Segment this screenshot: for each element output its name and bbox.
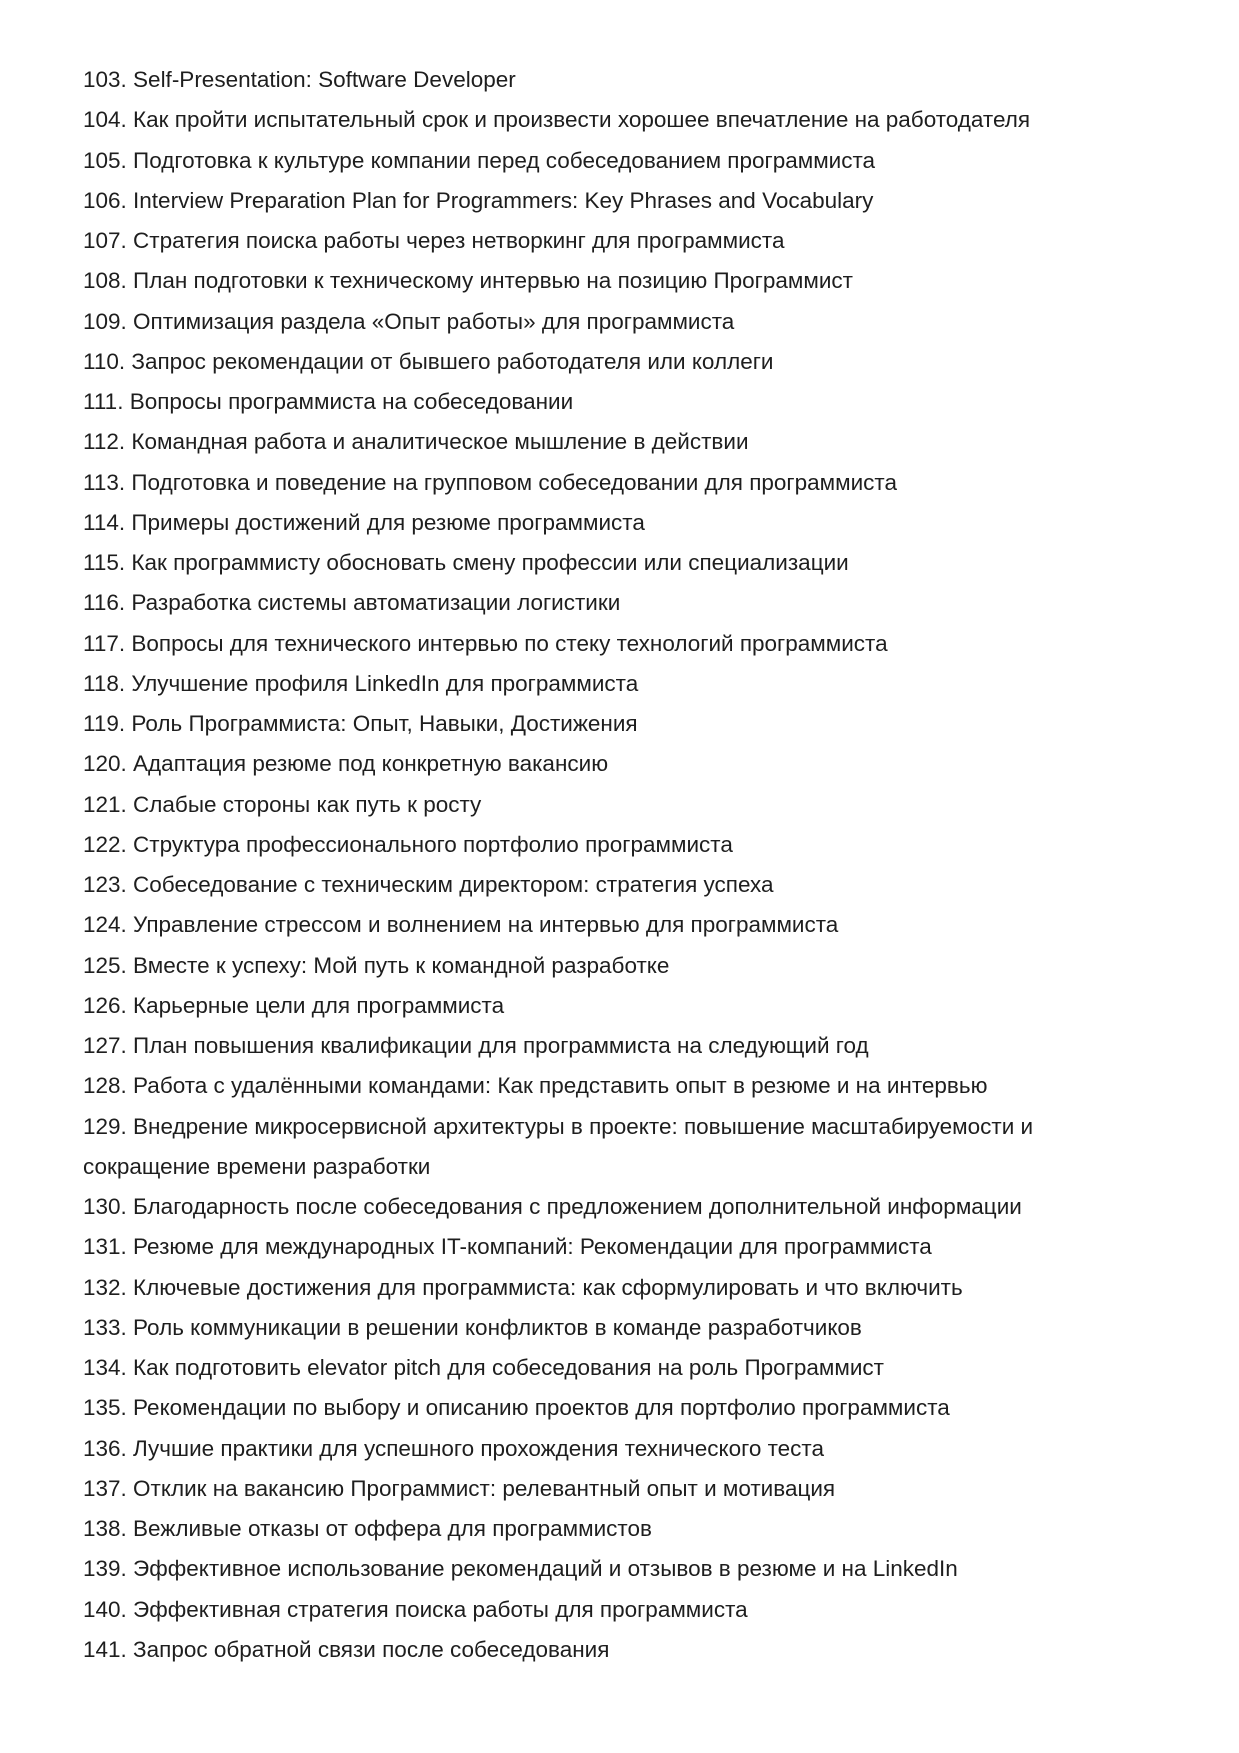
list-item: 137. Отклик на вакансию Программист: релевантный опыт и мотивация xyxy=(83,1475,836,1501)
list-item: 133. Роль коммуникации в решении конфликтов в команде разработчиков xyxy=(83,1314,862,1340)
list-item: 134. Как подготовить elevator pitch для собеседования на роль Программист xyxy=(83,1355,884,1380)
list-item: 104. Как пройти испытательный срок и произвести хорошее впечатление на работодателя xyxy=(83,107,1031,133)
list-item: 123. Собеседование с техническим директором: стратегия успеха xyxy=(83,872,774,897)
list-item: 127. План повышения квалификации для программиста на следующий год xyxy=(83,1033,869,1058)
list-item: 106. Interview Preparation Plan for Programmers: Key Phrases and Vocabulary xyxy=(83,187,874,213)
list-item: 132. Ключевые достижения для программиста: как сформулировать и что включить xyxy=(83,1274,963,1300)
list-item: 131. Резюме для международных IT-компаний: Рекомендации для программиста xyxy=(83,1234,932,1260)
list-item: 113. Подготовка и поведение на групповом собеседовании для программиста xyxy=(83,469,897,495)
topic-list xyxy=(83,60,1163,1670)
list-item: 136. Лучшие практики для успешного прохождения технического теста xyxy=(83,1435,824,1461)
list-item: 130. Благодарность после собеседования с предложением дополнительной информации xyxy=(83,1194,1022,1219)
list-item: 135. Рекомендации по выбору и описанию проектов для портфолио программиста xyxy=(83,1395,950,1421)
list-item: 121. Слабые стороны как путь к росту xyxy=(83,791,482,817)
list-item: 105. Подготовка к культуре компании перед собеседованием программиста xyxy=(83,147,876,173)
list-item: 111. Вопросы программиста на собеседовании xyxy=(83,389,574,414)
list-item: 103. Self-Presentation: Software Developer xyxy=(83,67,516,92)
list-item: 116. Разработка системы автоматизации логистики xyxy=(83,590,621,616)
list-item: 107. Стратегия поиска работы через нетворкинг для программиста xyxy=(83,228,785,253)
list-item: 109. Оптимизация раздела «Опыт работы» для программиста xyxy=(83,308,735,334)
list-item: 115. Как программисту обосновать смену профессии или специализации xyxy=(83,550,849,575)
list-item: 128. Работа с удалёнными командами: Как представить опыт в резюме и на интервью xyxy=(83,1073,988,1099)
list-item: 140. Эффективная стратегия поиска работы для программиста xyxy=(83,1596,748,1622)
list-item: 118. Улучшение профиля LinkedIn для программиста xyxy=(83,670,639,696)
list-item: 119. Роль Программиста: Опыт, Навыки, Достижения xyxy=(83,711,638,736)
list-item: 120. Адаптация резюме под конкретную вакансию xyxy=(83,751,609,777)
list-item: 126. Карьерные цели для программиста xyxy=(83,992,505,1018)
list-item: 125. Вместе к успеху: Мой путь к командной разработке xyxy=(83,952,670,978)
list-item: 110. Запрос рекомендации от бывшего работодателя или коллеги xyxy=(83,348,774,374)
list-item: 141. Запрос обратной связи после собеседования xyxy=(83,1636,610,1662)
list-item: 112. Командная работа и аналитическое мышление в действии xyxy=(83,429,749,455)
list-item: 129. Внедрение микросервисной архитектуры в проекте: повышение масштабируемости и сокращение времени разработки xyxy=(83,1113,1034,1179)
list-item: 124. Управление стрессом и волнением на интервью для программиста xyxy=(83,912,839,938)
list-item: 108. План подготовки к техническому интервью на позицию Программист xyxy=(83,268,853,294)
list-item: 139. Эффективное использование рекомендаций и отзывов в резюме и на LinkedIn xyxy=(83,1556,958,1582)
list-item: 117. Вопросы для технического интервью по стеку технологий программиста xyxy=(83,630,888,656)
list-item: 138. Вежливые отказы от оффера для программистов xyxy=(83,1516,652,1541)
list-item: 114. Примеры достижений для резюме программиста xyxy=(83,509,645,535)
list-item: 122. Структура профессионального портфолио программиста xyxy=(83,831,733,857)
